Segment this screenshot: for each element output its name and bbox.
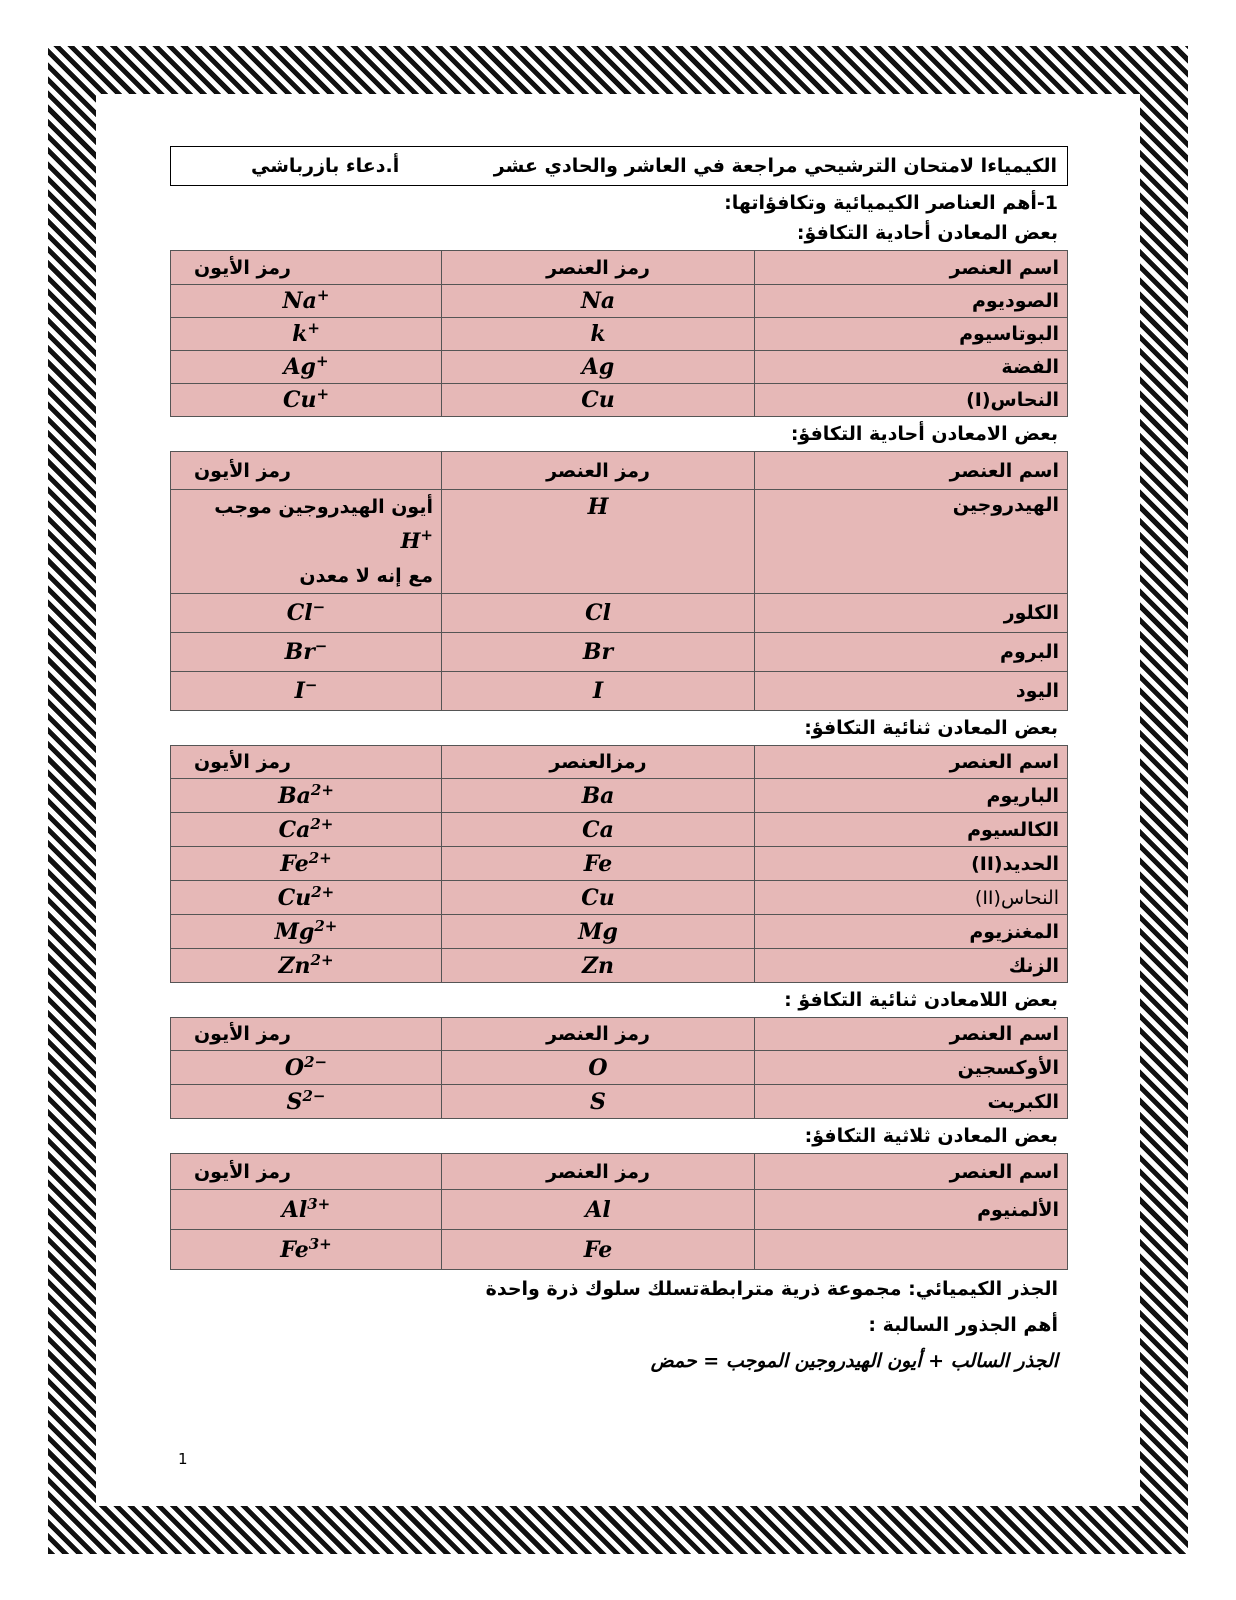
monovalent-nonmetals-table [170, 451, 1068, 711]
monovalent-metals-table [170, 250, 1068, 417]
ion-symbol: Br− [171, 633, 442, 672]
ion-symbol: $Zn^{2+}$ [171, 949, 442, 983]
negative-radicals-title: أهم الجذور السالبة : [868, 1314, 1058, 1336]
ion-symbol: $Al^{3+}$ [171, 1190, 442, 1230]
table-header-row [171, 251, 1068, 285]
element-name: الكالسيوم [755, 813, 1068, 847]
element-symbol: Mg [442, 915, 755, 949]
header-element-symbol: رمز العنصر [442, 1154, 755, 1190]
ion-symbol: $Ca^{2+}$ [171, 813, 442, 847]
author-name: أ.دعاء بازرباشي [251, 155, 400, 177]
document-title: الكيمياءا لامتحان الترشيحي مراجعة في العاشر والحادي عشر [493, 155, 1057, 177]
table-row [171, 490, 1068, 594]
ion-symbol: $Fe^{3+}$ [171, 1230, 442, 1270]
element-name: البروم [755, 633, 1068, 672]
table-header-row [171, 746, 1068, 779]
header-element-name: اسم العنصر [755, 251, 1068, 285]
element-name: المغنزيوم [755, 915, 1068, 949]
element-symbol: Ba [442, 779, 755, 813]
element-symbol: Al [442, 1190, 755, 1230]
table-row [171, 881, 1068, 915]
table-row [171, 633, 1068, 672]
header-element-symbol: رمزالعنصر [442, 746, 755, 779]
radical-definition: الجذر الكيميائي: مجموعة ذرية مترابطةتسلك سلوك ذرة واحدة [485, 1278, 1058, 1300]
table-row [171, 949, 1068, 983]
header-ion-symbol: رمز الأيون [171, 1018, 442, 1051]
trivalent-metals-table [170, 1153, 1068, 1270]
element-symbol: Fe [442, 847, 755, 881]
ion-symbol: Cu+ [171, 384, 442, 417]
ion-symbol: $S^{2-}$ [171, 1085, 442, 1119]
element-name: الهيدروجين [755, 490, 1068, 594]
ion-symbol: $Ba^{2+}$ [171, 779, 442, 813]
divalent-nonmetals-table [170, 1017, 1068, 1119]
element-name: النحاس(II) [755, 881, 1068, 915]
element-symbol: S [442, 1085, 755, 1119]
element-name [755, 1230, 1068, 1270]
ion-symbol: $Mg^{2+}$ [171, 915, 442, 949]
element-name: البوتاسيوم [755, 318, 1068, 351]
element-symbol: Zn [442, 949, 755, 983]
table-row [171, 779, 1068, 813]
ion-symbol: Na+ [171, 285, 442, 318]
ion-symbol: $O^{2-}$ [171, 1051, 442, 1085]
element-symbol: Ag [442, 351, 755, 384]
table-row [171, 594, 1068, 633]
table-row [171, 1230, 1068, 1270]
element-symbol: H [442, 490, 755, 594]
element-symbol: Br [442, 633, 755, 672]
header-element-name: اسم العنصر [755, 1018, 1068, 1051]
table-row [171, 847, 1068, 881]
table-header-row [171, 1018, 1068, 1051]
header-element-symbol: رمز العنصر [442, 1018, 755, 1051]
ion-symbol-note [171, 490, 442, 594]
table-row [171, 672, 1068, 711]
page-number: 1 [178, 1450, 188, 1468]
header-element-symbol: رمز العنصر [442, 251, 755, 285]
ion-symbol: $Fe^{2+}$ [171, 847, 442, 881]
element-symbol: Ca [442, 813, 755, 847]
element-name: الألمنيوم [755, 1190, 1068, 1230]
section-title: 1-أهم العناصر الكيميائية وتكافؤاتها: [724, 192, 1058, 214]
header-ion-symbol: رمز الأيون [171, 1154, 442, 1190]
element-symbol: Cl [442, 594, 755, 633]
header-ion-symbol: رمز الأيون [171, 746, 442, 779]
table-row [171, 1085, 1068, 1119]
ion-note: مع إنه لا معدن [299, 565, 433, 587]
element-symbol: I [442, 672, 755, 711]
element-symbol: Fe [442, 1230, 755, 1270]
table-header-row [171, 452, 1068, 490]
element-name: الحديد(II) [755, 847, 1068, 881]
divalent-metals-table [170, 745, 1068, 983]
element-symbol: O [442, 1051, 755, 1085]
element-name: الصوديوم [755, 285, 1068, 318]
table-2-title: بعض الامعادن أحادية التكافؤ: [790, 423, 1058, 445]
ion-symbol: Cl− [171, 594, 442, 633]
element-name: الكبريت [755, 1085, 1068, 1119]
table-3-title: بعض المعادن ثنائية التكافؤ: [804, 717, 1058, 739]
table-row [171, 813, 1068, 847]
element-name: الزنك [755, 949, 1068, 983]
element-name: الكلور [755, 594, 1068, 633]
header-element-name: اسم العنصر [755, 1154, 1068, 1190]
element-symbol: Na [442, 285, 755, 318]
table-header-row [171, 1154, 1068, 1190]
element-name: الفضة [755, 351, 1068, 384]
header-ion-symbol: رمز الأيون [171, 251, 442, 285]
ion-symbol: I− [171, 672, 442, 711]
ion-symbol: $Cu^{2+}$ [171, 881, 442, 915]
element-symbol: Cu [442, 384, 755, 417]
table-row [171, 1190, 1068, 1230]
table-4-title: بعض اللامعادن ثنائية التكافؤ : [784, 989, 1058, 1011]
table-row [171, 915, 1068, 949]
header-box [170, 146, 1068, 186]
document-content [170, 146, 1068, 1378]
header-ion-symbol: رمز الأيون [171, 452, 442, 490]
element-name: الأوكسجين [755, 1051, 1068, 1085]
element-symbol: k [442, 318, 755, 351]
element-symbol: Cu [442, 881, 755, 915]
header-element-symbol: رمز العنصر [442, 452, 755, 490]
element-name: النحاس(I) [755, 384, 1068, 417]
header-element-name: اسم العنصر [755, 452, 1068, 490]
table-row [171, 318, 1068, 351]
element-name: اليود [755, 672, 1068, 711]
table-5-title: بعض المعادن ثلاثية التكافؤ: [804, 1125, 1058, 1147]
ion-symbol: k+ [171, 318, 442, 351]
table-1-title: بعض المعادن أحادية التكافؤ: [796, 222, 1058, 244]
ion-formula: H+ [400, 526, 433, 553]
header-element-name: اسم العنصر [755, 746, 1068, 779]
table-row [171, 384, 1068, 417]
table-row [171, 351, 1068, 384]
table-row [171, 1051, 1068, 1085]
ion-description: أيون الهيدروجين موجب [214, 496, 433, 518]
ion-symbol: Ag+ [171, 351, 442, 384]
element-name: الباريوم [755, 779, 1068, 813]
acid-rule: الجذر السالب + أيون الهيدروجين الموجب = حمض [650, 1350, 1058, 1372]
table-row [171, 285, 1068, 318]
